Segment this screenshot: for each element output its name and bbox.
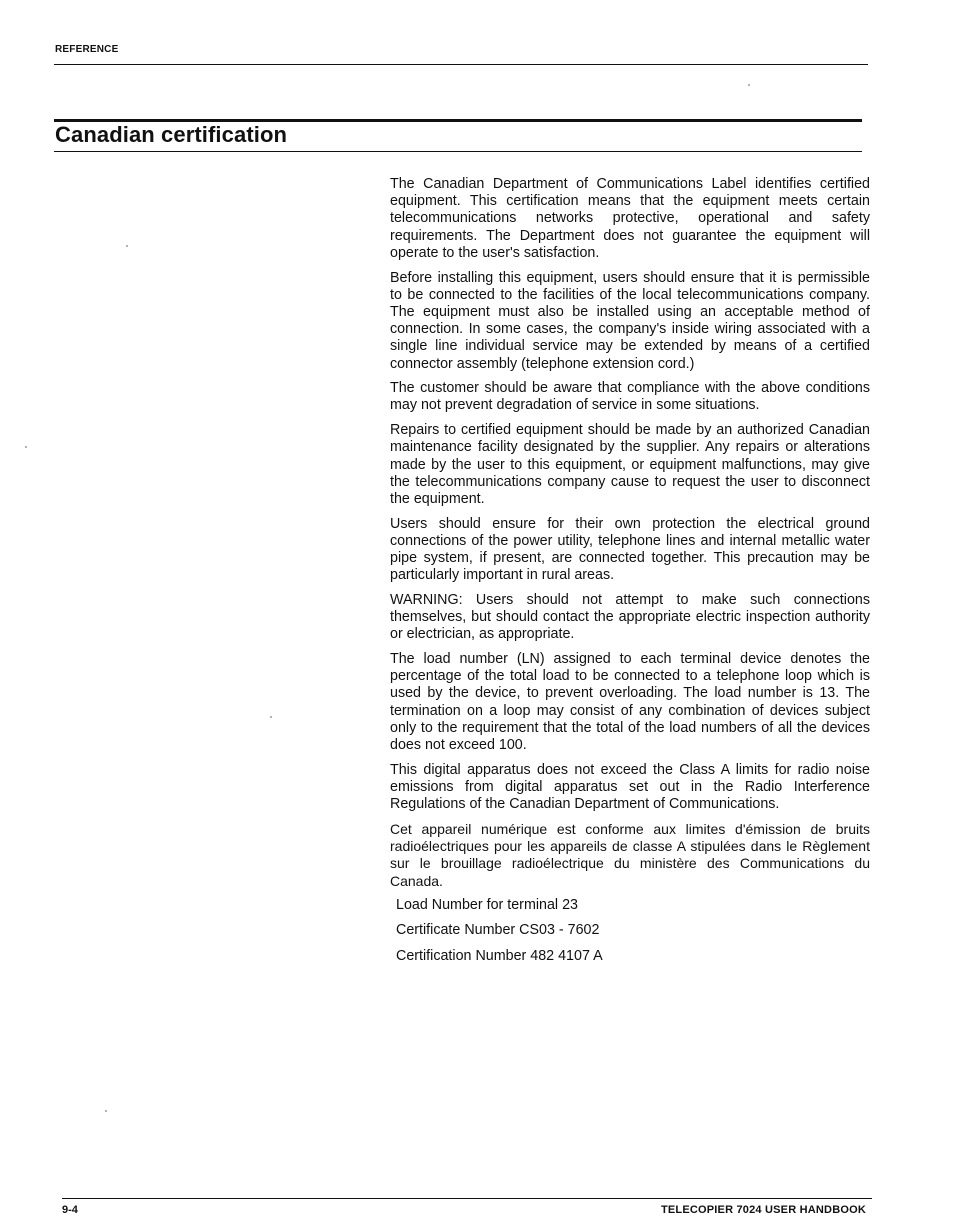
footer-rule	[62, 1198, 872, 1199]
paragraph-load-number: The load number (LN) assigned to each terminal device denotes the percentage of the total load to be connected to a telephone loop which is used by the device, to prevent overloading. The load number is 13. The termination on a loop may consist of any combination of devices subject only to the requirement that the total of the load numbers of all the devices does not exceed 100.	[390, 651, 870, 754]
scan-speck	[270, 716, 272, 718]
section-title: Canadian certification	[55, 122, 288, 147]
paragraph-label-identification: The Canadian Department of Communications Label identifies certified equipment. This certification means that the equipment meets certain telecommunications networks protective, operational and safety requirements. The Department does not guarantee the equipment will operate to the user's satisfaction.	[390, 176, 870, 261]
paragraph-radio-noise: This digital apparatus does not exceed the Class A limits for radio noise emissions from digital apparatus set out in the Radio Interference Regulations of the Canadian Department of Communications.	[390, 761, 870, 813]
page-number: 9-4	[62, 1204, 78, 1216]
paragraph-grounding: Users should ensure for their own protection the electrical ground connections of the power utility, telephone lines and internal metallic water pipe system, if present, are connected together. This precaution may be particularly important in rural areas.	[390, 515, 870, 584]
scan-speck	[25, 446, 27, 448]
load-number-line: Load Number for terminal 23	[396, 897, 578, 914]
title-rule-bottom	[54, 151, 862, 152]
scan-speck	[748, 84, 750, 86]
paragraph-radio-noise-french: Cet appareil numérique est conforme aux limites d'émission de bruits radioélectriques pour les appareils de classe A stipulées dans le Règlement sur le brouillage radioélectrique du ministère des Communications du Canada.	[390, 820, 870, 889]
header-rule	[54, 64, 868, 65]
paragraph-installation: Before installing this equipment, users should ensure that it is permissible to be connected to the facilities of the local telecommunications company. The equipment must also be installed using an acceptable method of connection. In some cases, the company's inside wiring associated with a single line individual service may be extended by means of a certified connector assembly (telephone extension cord.)	[390, 269, 870, 372]
running-head: REFERENCE	[55, 44, 119, 55]
scan-speck	[126, 245, 128, 247]
body-column	[390, 176, 870, 973]
certificate-number-line: Certificate Number CS03 - 7602	[396, 922, 600, 939]
paragraph-repairs: Repairs to certified equipment should be made by an authorized Canadian maintenance facility designated by the supplier. Any repairs or alterations made by the user to this equipment, or equipment malfunctions, may give the telecommunications company cause to request the user to disconnect the equipment.	[390, 422, 870, 507]
paragraph-warning: WARNING: Users should not attempt to make such connections themselves, but should contact the appropriate electric inspection authority or electrician, as appropriate.	[390, 591, 870, 643]
certification-number-line: Certification Number 482 4107 A	[396, 947, 603, 964]
scan-speck	[105, 1110, 107, 1112]
paragraph-compliance: The customer should be aware that compliance with the above conditions may not prevent degradation of service in some situations.	[390, 380, 870, 414]
footer-title: TELECOPIER 7024 USER HANDBOOK	[660, 1204, 866, 1216]
